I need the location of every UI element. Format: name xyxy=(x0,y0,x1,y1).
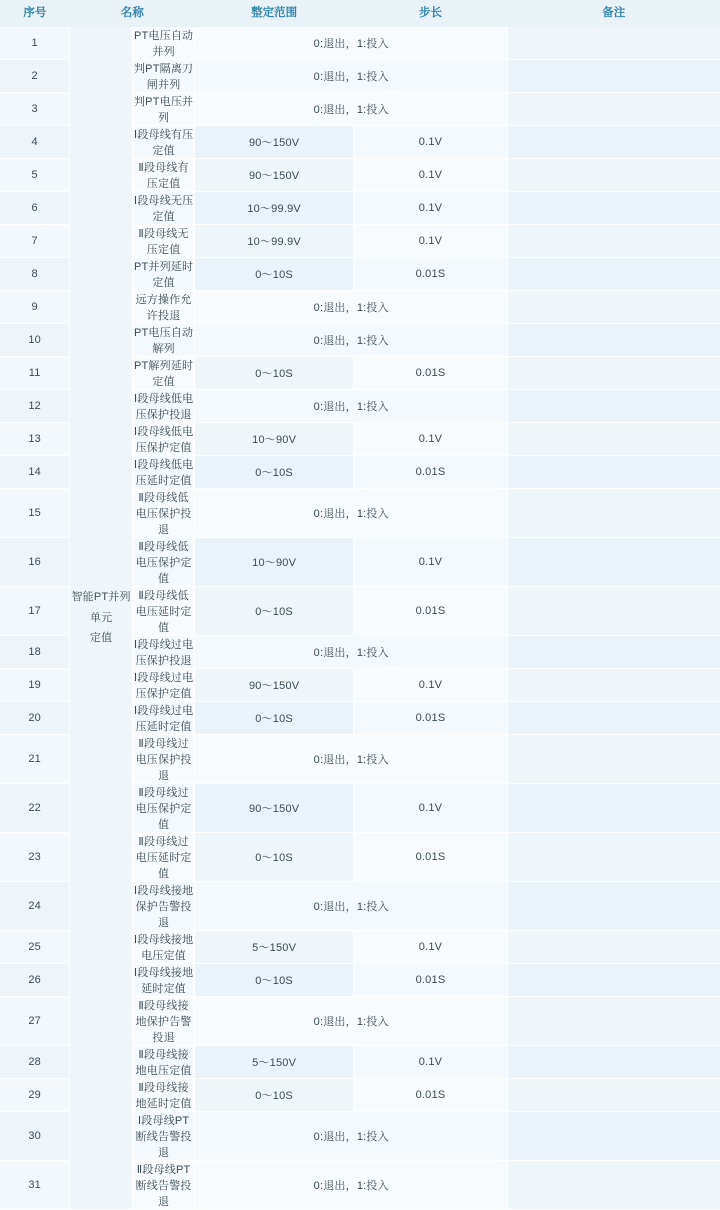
cell-sequence: 13 xyxy=(0,423,70,456)
cell-setting-range: 90～150V xyxy=(195,784,354,833)
cell-step: 0:退出，1:投入 xyxy=(195,324,508,357)
column-header-name: 名称 xyxy=(70,0,195,27)
cell-step: 0:退出，1:投入 xyxy=(195,636,508,669)
cell-note xyxy=(508,192,720,225)
column-header-note: 备注 xyxy=(508,0,720,27)
cell-parameter-name: Ⅰ段母线过电压保护投退 xyxy=(132,636,195,669)
cell-step: 0:退出，1:投入 xyxy=(195,489,508,538)
cell-sequence: 12 xyxy=(0,390,70,423)
cell-sequence: 31 xyxy=(0,1161,70,1210)
cell-note xyxy=(508,60,720,93)
cell-step: 0.01S xyxy=(353,456,507,489)
cell-step: 0:退出，1:投入 xyxy=(195,27,508,60)
cell-step: 0.1V xyxy=(353,126,507,159)
cell-parameter-name: 判PT隔离刀闸并列 xyxy=(132,60,195,93)
cell-parameter-name: PT并列延时定值 xyxy=(132,258,195,291)
cell-note xyxy=(508,357,720,390)
cell-parameter-name: Ⅰ段母线PT断线告警投退 xyxy=(132,1112,195,1161)
cell-note xyxy=(508,456,720,489)
cell-sequence: 20 xyxy=(0,702,70,735)
cell-sequence: 4 xyxy=(0,126,70,159)
cell-step: 0:退出，1:投入 xyxy=(195,1161,508,1210)
cell-step: 0.01S xyxy=(353,587,507,636)
cell-parameter-name: Ⅱ段母线有压定值 xyxy=(132,159,195,192)
cell-note xyxy=(508,587,720,636)
cell-note xyxy=(508,1079,720,1112)
cell-step: 0.01S xyxy=(353,702,507,735)
cell-parameter-name: Ⅱ段母线无压定值 xyxy=(132,225,195,258)
cell-step: 0.1V xyxy=(353,225,507,258)
cell-parameter-name: Ⅱ段母线接地电压定值 xyxy=(132,1046,195,1079)
cell-step: 0.1V xyxy=(353,784,507,833)
cell-note xyxy=(508,324,720,357)
cell-sequence: 29 xyxy=(0,1079,70,1112)
cell-parameter-name: Ⅰ段母线接地保护告警投退 xyxy=(132,882,195,931)
cell-note xyxy=(508,882,720,931)
cell-note xyxy=(508,735,720,784)
cell-note xyxy=(508,27,720,60)
column-header-range: 整定范围 xyxy=(195,0,354,27)
cell-sequence: 25 xyxy=(0,931,70,964)
cell-sequence: 1 xyxy=(0,27,70,60)
cell-setting-range: 0～10S xyxy=(195,456,354,489)
cell-parameter-name: Ⅱ段母线PT断线告警投退 xyxy=(132,1161,195,1210)
cell-setting-range: 90～150V xyxy=(195,126,354,159)
cell-sequence: 16 xyxy=(0,538,70,587)
cell-note xyxy=(508,669,720,702)
cell-parameter-name: Ⅱ段母线过电压保护定值 xyxy=(132,784,195,833)
cell-sequence: 30 xyxy=(0,1112,70,1161)
cell-step: 0.1V xyxy=(353,192,507,225)
cell-sequence: 8 xyxy=(0,258,70,291)
cell-parameter-name: PT解列延时定值 xyxy=(132,357,195,390)
cell-note xyxy=(508,964,720,997)
table-row xyxy=(0,27,720,60)
cell-step: 0.01S xyxy=(353,1079,507,1112)
cell-parameter-name: Ⅰ段母线过电压保护定值 xyxy=(132,669,195,702)
table-header-row xyxy=(0,0,720,27)
cell-setting-range: 0～10S xyxy=(195,964,354,997)
cell-sequence: 21 xyxy=(0,735,70,784)
cell-note xyxy=(508,423,720,456)
cell-sequence: 10 xyxy=(0,324,70,357)
cell-sequence: 11 xyxy=(0,357,70,390)
cell-parameter-name: PT电压自动解列 xyxy=(132,324,195,357)
cell-note xyxy=(508,489,720,538)
cell-sequence: 17 xyxy=(0,587,70,636)
cell-note xyxy=(508,93,720,126)
cell-parameter-name: Ⅰ段母线过电压延时定值 xyxy=(132,702,195,735)
cell-setting-range: 10～90V xyxy=(195,538,354,587)
cell-parameter-name: Ⅱ段母线低电压保护定值 xyxy=(132,538,195,587)
cell-note xyxy=(508,538,720,587)
cell-note xyxy=(508,997,720,1046)
cell-step: 0:退出，1:投入 xyxy=(195,735,508,784)
cell-step: 0.01S xyxy=(353,964,507,997)
cell-step: 0.01S xyxy=(353,357,507,390)
cell-note xyxy=(508,636,720,669)
cell-note xyxy=(508,390,720,423)
cell-step: 0.01S xyxy=(353,833,507,882)
cell-setting-range: 90～150V xyxy=(195,669,354,702)
cell-sequence: 2 xyxy=(0,60,70,93)
cell-sequence: 24 xyxy=(0,882,70,931)
cell-parameter-name: Ⅰ段母线低电压延时定值 xyxy=(132,456,195,489)
cell-step: 0.1V xyxy=(353,1046,507,1079)
cell-setting-range: 0～10S xyxy=(195,357,354,390)
cell-parameter-name: Ⅱ段母线接地延时定值 xyxy=(132,1079,195,1112)
cell-note xyxy=(508,291,720,324)
cell-step: 0:退出，1:投入 xyxy=(195,1112,508,1161)
cell-parameter-name: 远方操作允许投退 xyxy=(132,291,195,324)
table-body xyxy=(0,27,720,1210)
cell-sequence: 15 xyxy=(0,489,70,538)
cell-setting-range: 5～150V xyxy=(195,931,354,964)
column-header-sequence: 序号 xyxy=(0,0,70,27)
cell-step: 0.1V xyxy=(353,423,507,456)
cell-note xyxy=(508,126,720,159)
cell-step: 0:退出，1:投入 xyxy=(195,882,508,931)
cell-parameter-name: Ⅱ段母线过电压保护投退 xyxy=(132,735,195,784)
cell-parameter-name: Ⅰ段母线接地电压定值 xyxy=(132,931,195,964)
cell-sequence: 18 xyxy=(0,636,70,669)
cell-sequence: 6 xyxy=(0,192,70,225)
unit-label-line-2: 定值 xyxy=(89,632,113,645)
cell-sequence: 23 xyxy=(0,833,70,882)
cell-note xyxy=(508,702,720,735)
cell-setting-range: 0～10S xyxy=(195,258,354,291)
cell-parameter-name: Ⅱ段母线低电压延时定值 xyxy=(132,587,195,636)
cell-setting-range: 0～10S xyxy=(195,833,354,882)
cell-parameter-name: Ⅰ段母线低电压保护投退 xyxy=(132,390,195,423)
cell-sequence: 26 xyxy=(0,964,70,997)
cell-sequence: 9 xyxy=(0,291,70,324)
cell-setting-range: 0～10S xyxy=(195,702,354,735)
column-header-step: 步长 xyxy=(353,0,507,27)
cell-setting-range: 0～10S xyxy=(195,587,354,636)
cell-note xyxy=(508,1112,720,1161)
cell-step: 0:退出，1:投入 xyxy=(195,291,508,324)
cell-parameter-name: PT电压自动并列 xyxy=(132,27,195,60)
cell-setting-range: 10～99.9V xyxy=(195,192,354,225)
cell-step: 0.01S xyxy=(353,258,507,291)
cell-parameter-name: Ⅰ段母线无压定值 xyxy=(132,192,195,225)
cell-sequence: 28 xyxy=(0,1046,70,1079)
cell-step: 0.1V xyxy=(353,159,507,192)
cell-parameter-name: Ⅰ段母线有压定值 xyxy=(132,126,195,159)
cell-step: 0.1V xyxy=(353,669,507,702)
cell-parameter-name: Ⅱ段母线接地保护告警投退 xyxy=(132,997,195,1046)
cell-parameter-name: Ⅰ段母线接地延时定值 xyxy=(132,964,195,997)
cell-parameter-name: Ⅰ段母线低电压保护定值 xyxy=(132,423,195,456)
cell-sequence: 22 xyxy=(0,784,70,833)
cell-step: 0.1V xyxy=(353,931,507,964)
cell-note xyxy=(508,833,720,882)
cell-sequence: 3 xyxy=(0,93,70,126)
cell-parameter-name: 判PT电压并列 xyxy=(132,93,195,126)
cell-setting-range: 10～99.9V xyxy=(195,225,354,258)
cell-setting-range: 0～10S xyxy=(195,1079,354,1112)
cell-sequence: 7 xyxy=(0,225,70,258)
cell-note xyxy=(508,258,720,291)
cell-parameter-name: Ⅱ段母线过电压延时定值 xyxy=(132,833,195,882)
cell-note xyxy=(508,1161,720,1210)
cell-parameter-name: Ⅱ段母线低电压保护投退 xyxy=(132,489,195,538)
cell-note xyxy=(508,784,720,833)
cell-unit-group-label xyxy=(70,27,133,1210)
cell-step: 0:退出，1:投入 xyxy=(195,93,508,126)
cell-sequence: 5 xyxy=(0,159,70,192)
cell-sequence: 19 xyxy=(0,669,70,702)
cell-setting-range: 90～150V xyxy=(195,159,354,192)
unit-label-line-1: 智能PT并列单元 xyxy=(71,590,131,624)
cell-note xyxy=(508,159,720,192)
cell-step: 0.1V xyxy=(353,538,507,587)
cell-sequence: 14 xyxy=(0,456,70,489)
table-header xyxy=(0,0,720,27)
cell-setting-range: 5～150V xyxy=(195,1046,354,1079)
cell-note xyxy=(508,225,720,258)
cell-step: 0:退出，1:投入 xyxy=(195,997,508,1046)
cell-note xyxy=(508,1046,720,1079)
cell-step: 0:退出，1:投入 xyxy=(195,60,508,93)
cell-note xyxy=(508,931,720,964)
cell-step: 0:退出，1:投入 xyxy=(195,390,508,423)
cell-sequence: 27 xyxy=(0,997,70,1046)
cell-setting-range: 10～90V xyxy=(195,423,354,456)
